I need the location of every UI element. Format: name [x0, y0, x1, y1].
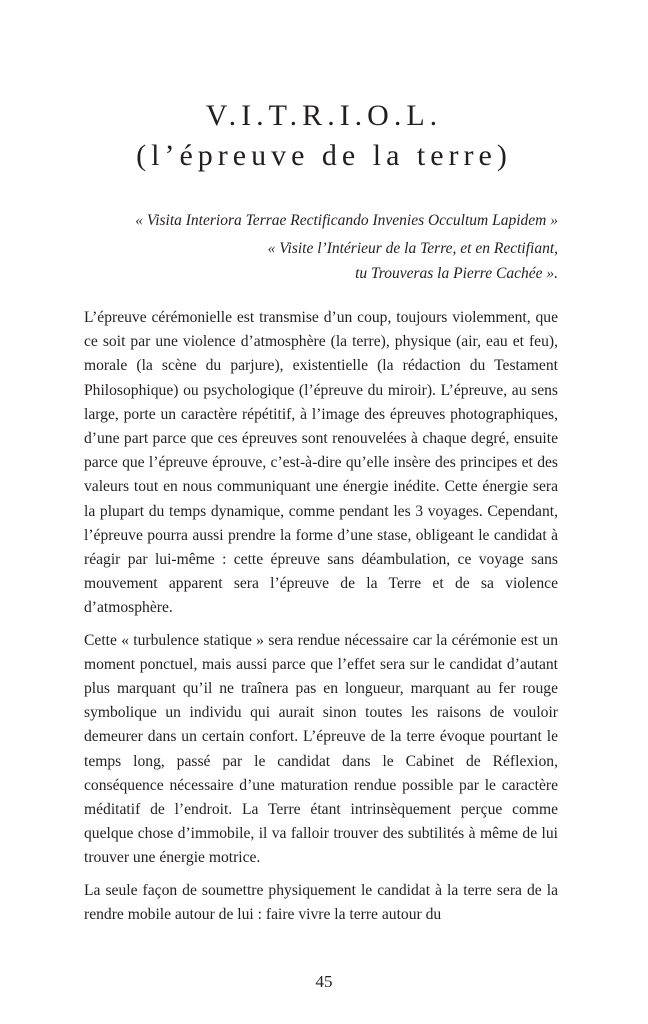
paragraph-1: L’épreuve cérémonielle est transmise d’un coup, toujours violemment, que ce soit par une violence d’atmosphère (la terre), physique (air, eau et feu), morale (la scène du parjure), existentielle (la rédaction du Testament Philosophique) ou psychologique (l’épreuve du miroir). L’épreuve, au sens large, porte un caractère répétitif, à l’image des épreuves photographiques, d’une part parce que ces épreuves sont renouvelées à chaque degré, ensuite parce que l’épreuve éprouve, c’est-à-dire qu’elle insère des principes et des valeurs tout en nous communiquant une énergie inédite. Cette énergie sera la plupart du temps dynamique, comme pendant les 3 voyages. Cependant, l’épreuve pourra aussi prendre la forme d’une stase, obligeant le candidat à réagir par lui-même : cette épreuve sans déambulation, ce voyage sans mouvement apparent sera l’épreuve de la Terre et de sa violence d’atmosphère.	[84, 309, 558, 617]
body-text	[84, 306, 558, 935]
chapter-title-line-2: (l’épreuve de la terre)	[136, 139, 512, 172]
epigraph-french-line-1: « Visite l’Intérieur de la Terre, et en Rectifiant,	[267, 240, 558, 257]
epigraph	[84, 208, 558, 286]
paragraph-2: Cette « turbulence statique » sera rendue nécessaire car la cérémonie est un moment ponctuel, mais aussi parce que l’effet sera sur le candidat d’autant plus marquant qu’il ne traînera pas en longueur, marquant au fer rouge symbolique un individu qui aurait sinon toutes les raisons de vouloir demeurer dans un certain confort. L’épreuve de la terre évoque pourtant le temps long, passé par le candidat dans le Cabinet de Réflexion, conséquence nécessaire d’une maturation rendue possible par le caractère méditatif de l’endroit. La Terre étant intrinsèquement perçue comme quelque chose d’immobile, il va falloir trouver des subtilités à même de lui trouver une énergie motrice.	[84, 631, 558, 867]
chapter-title-line-1: V.I.T.R.I.O.L.	[205, 99, 443, 132]
paragraph-3: La seule façon de soumettre physiquement le candidat à la terre sera de la rendre mobile autour de lui : faire vivre la terre autour du	[84, 881, 558, 923]
page-number: 45	[315, 972, 333, 991]
chapter-title	[80, 96, 568, 176]
epigraph-latin: « Visita Interiora Terrae Rectificando Invenies Occultum Lapidem »	[135, 212, 558, 229]
epigraph-french-line-2: tu Trouveras la Pierre Cachée ».	[355, 265, 558, 282]
